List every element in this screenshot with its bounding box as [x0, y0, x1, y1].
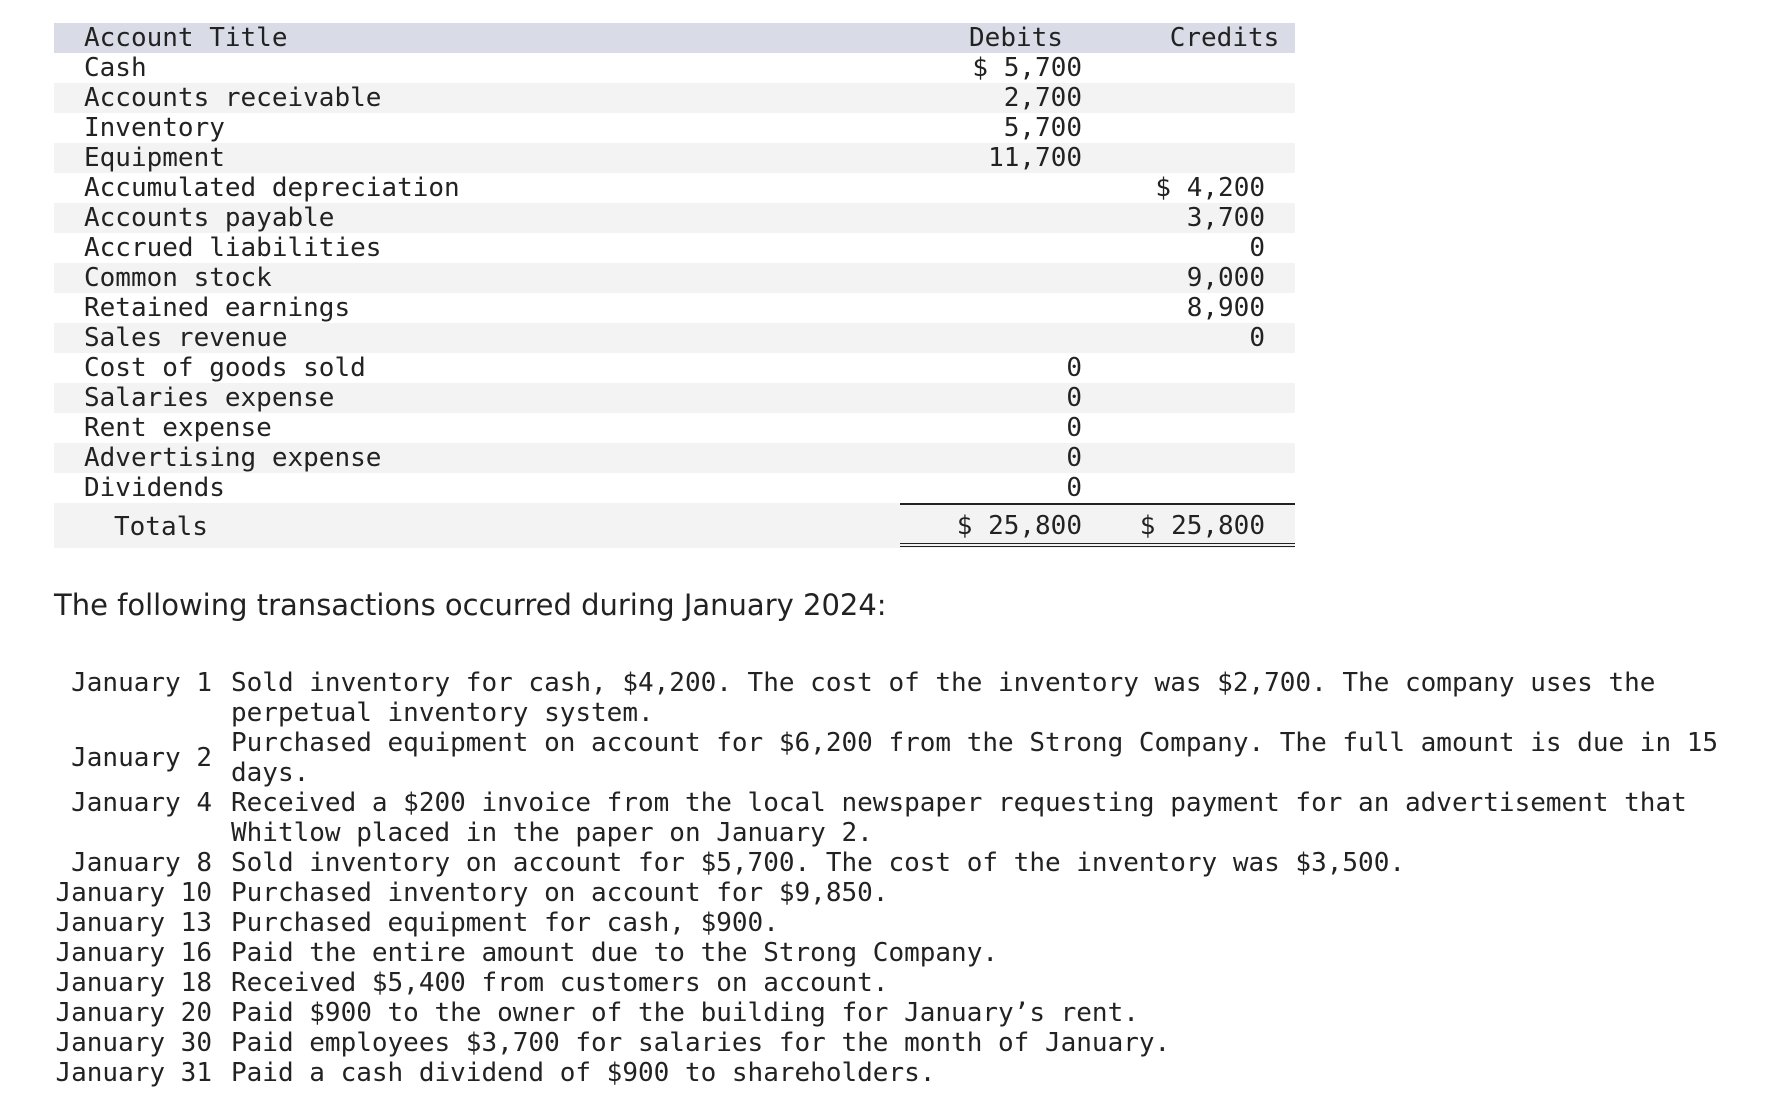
- transaction-description: Paid employees $3,700 for salaries for the month of January.: [231, 1028, 1171, 1058]
- transaction-date: January 10: [55, 878, 212, 908]
- account-title: Accrued liabilities: [84, 233, 382, 263]
- debit-amount: 0: [1066, 383, 1082, 413]
- list-item: [54, 728, 1754, 788]
- table-row: [54, 233, 1295, 263]
- debit-amount: 0: [1066, 413, 1082, 443]
- totals-double-rule: [900, 543, 1295, 547]
- transaction-date: January 2: [71, 743, 212, 773]
- transaction-date: January 16: [55, 938, 212, 968]
- total-credits: $ 25,800: [1139, 511, 1265, 541]
- table-row: [54, 413, 1295, 443]
- table-row: [54, 113, 1295, 143]
- transaction-description: Received $5,400 from customers on account.: [231, 968, 889, 998]
- debit-amount: 11,700: [988, 143, 1082, 173]
- table-row: [54, 203, 1295, 233]
- account-title: Accounts payable: [84, 203, 335, 233]
- totals-row: [54, 503, 1295, 548]
- table-row: [54, 53, 1295, 83]
- list-item: [54, 848, 1754, 878]
- table-row: [54, 83, 1295, 113]
- header-account-title: Account Title: [84, 23, 288, 53]
- header-credits: Credits: [1169, 23, 1280, 53]
- transaction-description: Sold inventory on account for $5,700. The cost of the inventory was $3,500.: [231, 848, 1405, 878]
- header-debits: Debits: [969, 23, 1063, 53]
- table-row: [54, 473, 1295, 503]
- account-title: Cash: [84, 53, 147, 83]
- credit-amount: 0: [1249, 233, 1265, 263]
- transaction-date: January 30: [55, 1028, 212, 1058]
- transactions-list: [54, 668, 1754, 1088]
- list-item: [54, 668, 1754, 728]
- transaction-date: January 18: [55, 968, 212, 998]
- account-title: Dividends: [84, 473, 225, 503]
- debit-amount: 5,700: [1003, 113, 1082, 143]
- table-row: [54, 443, 1295, 473]
- transaction-description: Sold inventory for cash, $4,200. The cost of the inventory was $2,700. The company uses the perpetual inventory system.: [231, 668, 1656, 728]
- account-title: Accounts receivable: [84, 83, 382, 113]
- transaction-description: Purchased equipment on account for $6,200 from the Strong Company. The full amount is due in 15 days.: [231, 728, 1719, 788]
- table-header: [54, 23, 1295, 53]
- table-row: [54, 143, 1295, 173]
- account-title: Common stock: [84, 263, 272, 293]
- list-item: [54, 878, 1754, 908]
- total-debits: $ 25,800: [956, 511, 1082, 541]
- totals-top-rule: [900, 503, 1295, 505]
- account-title: Salaries expense: [84, 383, 335, 413]
- debit-amount: 0: [1066, 473, 1082, 503]
- trial-balance-table: [54, 23, 1295, 548]
- debit-amount: 2,700: [1003, 83, 1082, 113]
- intro-text: The following transactions occurred during January 2024:: [54, 588, 887, 622]
- debit-amount: $ 5,700: [972, 53, 1082, 83]
- list-item: [54, 968, 1754, 998]
- transaction-date: January 31: [55, 1058, 212, 1088]
- credit-amount: 8,900: [1186, 293, 1265, 323]
- account-title: Accumulated depreciation: [84, 173, 460, 203]
- transaction-date: January 13: [55, 908, 212, 938]
- transaction-date: January 4: [71, 788, 212, 818]
- transaction-description: Paid $900 to the owner of the building for January’s rent.: [231, 998, 1139, 1028]
- debit-amount: 0: [1066, 443, 1082, 473]
- account-title: Advertising expense: [84, 443, 382, 473]
- credit-amount: 9,000: [1186, 263, 1265, 293]
- table-row: [54, 383, 1295, 413]
- transaction-date: January 8: [71, 848, 212, 878]
- list-item: [54, 938, 1754, 968]
- list-item: [54, 908, 1754, 938]
- credit-amount: 0: [1249, 323, 1265, 353]
- list-item: [54, 998, 1754, 1028]
- table-row: [54, 173, 1295, 203]
- table-row: [54, 323, 1295, 353]
- transaction-description: Received a $200 invoice from the local newspaper requesting payment for an advertisement that Whitlow placed in the paper on January 2.: [231, 788, 1687, 848]
- account-title: Retained earnings: [84, 293, 351, 323]
- transaction-description: Paid the entire amount due to the Strong Company.: [231, 938, 999, 968]
- transaction-description: Paid a cash dividend of $900 to shareholders.: [231, 1058, 936, 1088]
- account-title: Rent expense: [84, 413, 272, 443]
- table-row: [54, 293, 1295, 323]
- transaction-description: Purchased equipment for cash, $900.: [231, 908, 779, 938]
- credit-amount: 3,700: [1186, 203, 1265, 233]
- account-title: Cost of goods sold: [84, 353, 366, 383]
- table-row: [54, 353, 1295, 383]
- list-item: [54, 788, 1754, 848]
- account-title: Sales revenue: [84, 323, 288, 353]
- transaction-description: Purchased inventory on account for $9,850.: [231, 878, 889, 908]
- transaction-date: January 20: [55, 998, 212, 1028]
- account-title: Equipment: [84, 143, 225, 173]
- credit-amount: $ 4,200: [1155, 173, 1265, 203]
- list-item: [54, 1028, 1754, 1058]
- list-item: [54, 1058, 1754, 1088]
- debit-amount: 0: [1066, 353, 1082, 383]
- transaction-date: January 1: [71, 668, 212, 698]
- table-row: [54, 263, 1295, 293]
- account-title: Inventory: [84, 113, 225, 143]
- totals-label: Totals: [114, 512, 208, 542]
